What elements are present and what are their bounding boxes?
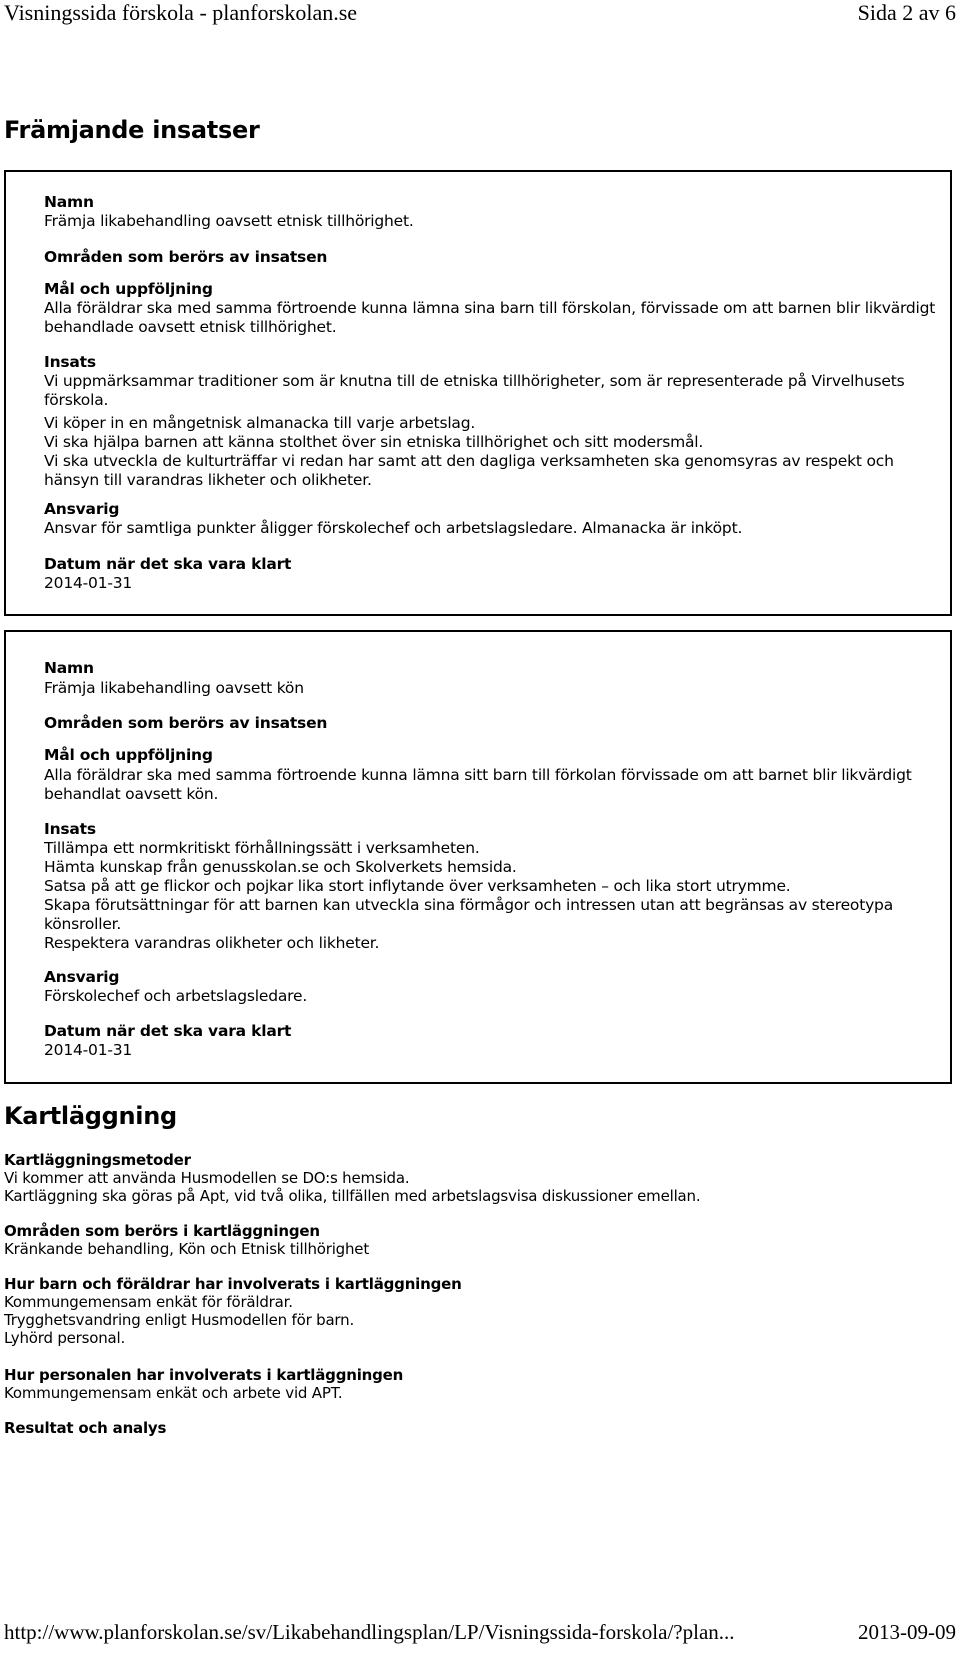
omraden-kart-label: Områden som berörs i kartläggningen <box>4 1222 320 1240</box>
insats-line: Vi ska hjälpa barnen att känna stolthet över sin etniska tillhörighet och sitt modersmål. <box>44 433 704 451</box>
insats-line: Respektera varandras olikheter och likheter. <box>44 934 380 952</box>
insats-line: Skapa förutsättningar för att barnen kan utveckla sina förmågor och intressen utan att begränsas av stereotypa könsroller. <box>44 896 893 933</box>
page-footer <box>0 1620 960 1654</box>
mal-value: Alla föräldrar ska med samma förtroende kunna lämna sitt barn till förkolan förvissade om att barnet blir likvärdigt behandlat oavsett kön. <box>44 766 912 803</box>
insats-line: Hämta kunskap från genusskolan.se och Skolverkets hemsida. <box>44 858 517 876</box>
metoder-line: Vi kommer att använda Husmodellen se DO:s hemsida. <box>4 1169 410 1187</box>
metoder-line: Kartläggning ska göras på Apt, vid två olika, tillfällen med arbetslagsvisa diskussioner emellan. <box>4 1187 701 1205</box>
document-title: Visningssida förskola - planforskolan.se <box>4 0 358 25</box>
ansvarig-value: Förskolechef och arbetslagsledare. <box>44 987 308 1005</box>
ansvarig-label: Ansvarig <box>44 968 120 986</box>
insats-box <box>4 630 952 1084</box>
personal-label: Hur personalen har involverats i kartläggningen <box>4 1366 404 1384</box>
datum-value: 2014-01-31 <box>44 574 133 592</box>
insats-line: Tillämpa ett normkritiskt förhållningssätt i verksamheten. <box>44 839 480 857</box>
barn-line: Kommungemensam enkät för föräldrar. <box>4 1293 293 1311</box>
insats-line: Satsa på att ge flickor och pojkar lika stort inflytande över verksamheten – och lika stort utrymme. <box>44 877 791 895</box>
barn-label: Hur barn och föräldrar har involverats i kartläggningen <box>4 1275 462 1293</box>
insats-label: Insats <box>44 353 96 371</box>
section-heading-framjande: Främjande insatser <box>4 116 260 144</box>
datum-label: Datum när det ska vara klart <box>44 1022 292 1040</box>
mal-label: Mål och uppföljning <box>44 280 213 298</box>
footer-date: 2013-09-09 <box>858 1620 956 1644</box>
omraden-label: Områden som berörs av insatsen <box>44 248 328 266</box>
mal-label: Mål och uppföljning <box>44 746 213 764</box>
namn-value: Främja likabehandling oavsett kön <box>44 679 304 697</box>
page-number: Sida 2 av 6 <box>857 0 956 25</box>
barn-line: Trygghetsvandring enligt Husmodellen för barn. <box>4 1311 355 1329</box>
omraden-kart-value: Kränkande behandling, Kön och Etnisk tillhörighet <box>4 1240 370 1258</box>
ansvarig-value: Ansvar för samtliga punkter åligger förskolechef och arbetslagsledare. Almanacka är inköpt. <box>44 519 743 537</box>
omraden-label: Områden som berörs av insatsen <box>44 714 328 732</box>
namn-value: Främja likabehandling oavsett etnisk tillhörighet. <box>44 212 414 230</box>
insats-line: Vi ska utveckla de kulturträffar vi redan har samt att den dagliga verksamheten ska genomsyras av respekt och hänsyn till varandras likheter och olikheter. <box>44 452 894 489</box>
mal-value: Alla föräldrar ska med samma förtroende kunna lämna sina barn till förskolan, förvissade om att barnen blir likvärdigt behandlade oavsett etnisk tillhörighet. <box>44 299 936 336</box>
namn-label: Namn <box>44 193 94 211</box>
insats-line: Vi uppmärksammar traditioner som är knutna till de etniska tillhörigheter, som är representerade på Virvelhusets förskola. <box>44 372 905 409</box>
resultat-label: Resultat och analys <box>4 1419 167 1437</box>
insats-label: Insats <box>44 820 96 838</box>
insats-line: Vi köper in en mångetnisk almanacka till varje arbetslag. <box>44 414 476 432</box>
datum-value: 2014-01-31 <box>44 1041 133 1059</box>
section-heading-kartlaggning: Kartläggning <box>4 1102 177 1130</box>
kartlaggning-section <box>4 1150 940 1450</box>
barn-line: Lyhörd personal. <box>4 1329 126 1347</box>
page-header <box>0 0 960 34</box>
metoder-label: Kartläggningsmetoder <box>4 1151 191 1169</box>
insats-box <box>4 170 952 616</box>
datum-label: Datum när det ska vara klart <box>44 555 292 573</box>
ansvarig-label: Ansvarig <box>44 500 120 518</box>
personal-value: Kommungemensam enkät och arbete vid APT. <box>4 1384 343 1402</box>
footer-url[interactable]: http://www.planforskolan.se/sv/Likabehandlingsplan/LP/Visningssida-forskola/?plan... <box>4 1620 735 1644</box>
namn-label: Namn <box>44 659 94 677</box>
